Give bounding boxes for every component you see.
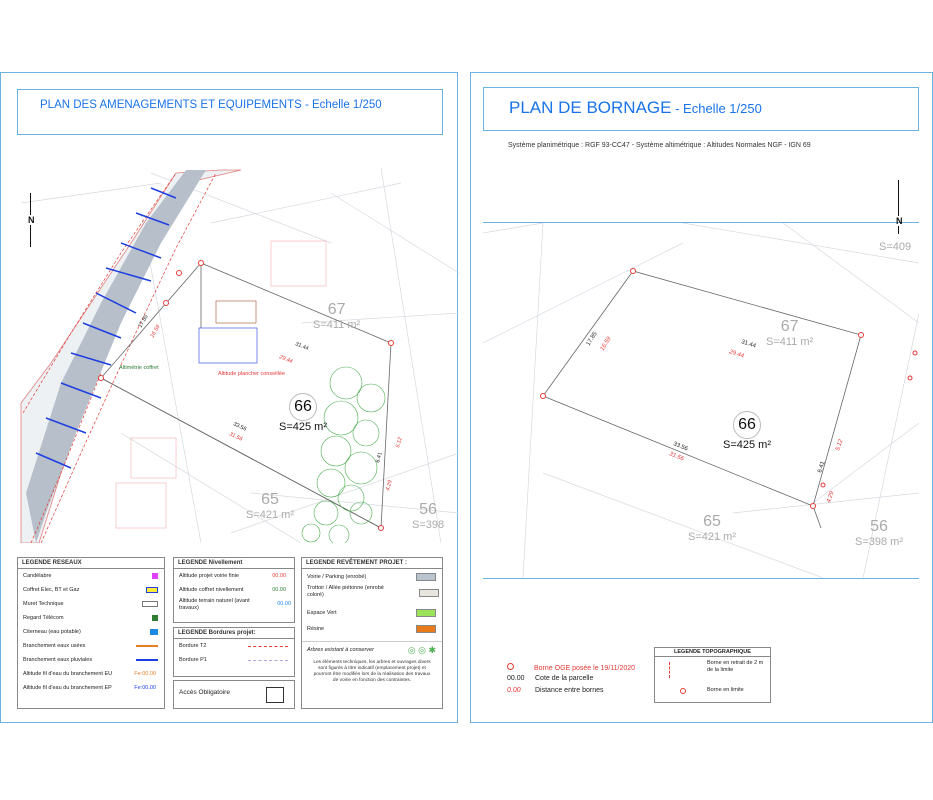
north-arrow-icon: N xyxy=(896,180,903,234)
legend-item: Regard Télécom xyxy=(18,611,164,625)
legend-item: Trottoir / Allée piétonne (enrobé coloré) xyxy=(302,585,397,605)
legend-revetement: LEGENDE REVÊTEMENT PROJET : Voirie / Parking (enrobé) Trottoir / Allée piétonne (enrobé coloré) Espace Vert Résine Arbres existant à conserver ◎ ◎ ✱ Les éléments techniques, les arbres et ouvrages divers sont figurés à titre indicatif (emplacement projet) et pourront être modifiés lors de la réalisation des travaux de voirie en fonction des contraintes. xyxy=(301,557,443,709)
legend-item: Résine xyxy=(302,621,442,637)
legend-item: Muret Technique xyxy=(18,597,164,611)
parcel-neighbour-label: S=409 xyxy=(879,241,912,253)
left-map-canvas xyxy=(1,73,459,543)
dim-label: 33.56 xyxy=(672,441,689,453)
legend-item: Citerneau (eau potable) xyxy=(18,625,164,639)
legend-item: Altitude projet voirie finie 00.00 xyxy=(179,573,286,579)
legend-item: Coffret Elec, BT et Gaz xyxy=(18,583,164,597)
legend-item: Bordure T2 xyxy=(174,639,294,653)
legend-reseaux: LEGENDE RESEAUX Candélabre Coffret Elec, BT et Gaz Muret Technique Regard Télécom Citerneau (eau potable) Branchement eaux usées Branchement eaux pluviales Altitude fil d'eau du branchement EU Fe:00.00 Altitude fil d'eau du branchement EP Fe:00.00 xyxy=(17,557,165,709)
dim-label: 31.56 xyxy=(228,431,244,443)
dim-label: 17.85 xyxy=(137,314,150,329)
regard-symbol-icon xyxy=(152,615,158,621)
dim-label: 5.12 xyxy=(835,438,845,452)
technical-info-boxes xyxy=(116,241,326,528)
bornage-plan-sheet: PLAN DE BORNAGE - Echelle 1/250 Système planimétrique : RGF 93-CC47 - Système altimétrique : Altitudes Normales NGF - IGN 69 31.44 29.44 33.56 31.56 17.85 16.59 5.12 4.29 6.41 67 S=411 m² 66 S=425 m² 65 S=421 m² 56 S=398 m² S=409 N Borne OGE posée le 19/11/2020 00.00 Cote de la parcelle 0.00 Distance entre bornes LEGENDE TOPOGRAPHIQUE Borne en retrait de 2 m de la limite Borne en limite xyxy=(470,72,933,723)
left-plan-title: PLAN DES AMENAGEMENTS ET EQUIPEMENTS - Echelle 1/250 xyxy=(40,99,382,111)
legend-item: Altitude coffret nivellement 00.00 xyxy=(179,587,286,593)
legend-item: Branchement eaux pluviales xyxy=(18,653,164,667)
dim-label: 4.29 xyxy=(826,490,836,504)
legend-item: Altitude fil d'eau du branchement EU Fe:00.00 xyxy=(23,671,156,677)
parcel-56-label: 56 S=398 xyxy=(412,501,445,531)
eu-symbol-icon xyxy=(136,643,158,647)
dim-label: 17.85 xyxy=(585,331,599,348)
parcel-65-label: 65 S=421 m² xyxy=(688,513,736,543)
legend-topographique: LEGENDE TOPOGRAPHIQUE Borne en retrait de 2 m de la limite Borne en limite xyxy=(654,647,771,703)
dim-label: 6.41 xyxy=(375,451,384,464)
dim-label: 16.59 xyxy=(149,324,162,339)
trottoir-swatch-icon xyxy=(419,589,439,597)
legend-item: Altitude terrain naturel (avant travaux) 00.00 xyxy=(179,598,291,611)
muret-symbol-icon xyxy=(142,601,158,607)
acces-symbol-icon xyxy=(266,687,284,703)
parcel-67-label: 67 S=411 m² xyxy=(313,301,361,331)
dim-label: 31.56 xyxy=(668,451,685,463)
legend-item: Altitude fil d'eau du branchement EP Fe:00.00 xyxy=(23,685,156,691)
ep-symbol-icon xyxy=(136,657,158,661)
resine-swatch-icon xyxy=(416,625,436,633)
dim-label: 29.44 xyxy=(278,354,294,366)
right-title-box xyxy=(483,87,919,131)
candelabre-symbol-icon xyxy=(152,573,158,579)
borne-limite-icon xyxy=(680,688,686,694)
right-plan-title: PLAN DE BORNAGE - Echelle 1/250 xyxy=(509,98,762,117)
tree-symbol-icon: ◎ ◎ ✱ xyxy=(407,645,436,655)
borne-retrait-icon xyxy=(669,662,686,678)
citerneau-symbol-icon xyxy=(150,629,158,635)
coffret-annotation: Altimétrie coffret xyxy=(119,365,159,371)
coordinate-system-text: Système planimétrique : RGF 93-CC47 - Système altimétrique : Altitudes Normales NGF - IGN 69 xyxy=(508,142,811,149)
legend-nivellement: LEGENDE Nivellement Altitude projet voirie finie 00.00 Altitude coffret nivellement 00.00 Altitude terrain naturel (avant travaux) 00.00 xyxy=(173,557,295,623)
parcel-66-label: 66 S=425 m² xyxy=(723,411,771,451)
revetement-note: Les éléments techniques, les arbres et ouvrages divers sont figurés à titre indicatif (emplacement projet) et pourront être modifiés lors de la réalisation des travaux de voirie en fonction des contraintes. xyxy=(313,660,431,683)
dim-label: 6.41 xyxy=(817,460,827,474)
bordure-t2-symbol-icon xyxy=(248,646,288,647)
legend-bordures: LEGENDE Bordures projet: Bordure T2 Bordure P1 xyxy=(173,627,295,677)
legend-item: Arbres existant à conserver ◎ ◎ ✱ xyxy=(302,641,442,658)
parcel-66-label: 66 S=425 m² xyxy=(279,393,327,433)
right-map-frame xyxy=(483,222,919,579)
legend-item: Espace Vert xyxy=(302,605,442,621)
coffret-symbol-icon xyxy=(146,587,158,593)
dim-label: 29.44 xyxy=(728,349,745,360)
legend-item: Bordure P1 xyxy=(174,653,294,667)
dim-label: 33.56 xyxy=(232,421,248,433)
legend-item: Voirie / Parking (enrobé) xyxy=(302,569,442,585)
dim-label: 5.12 xyxy=(395,436,404,449)
parcel-65-label: 65 S=421 m² xyxy=(246,491,294,521)
dim-label: 31.44 xyxy=(740,339,757,350)
parcel-66-boundary-right xyxy=(543,271,861,506)
legend-acces: Accès Obligatoire xyxy=(173,680,295,709)
dim-label: 31.44 xyxy=(294,341,310,353)
legend-item: Branchement eaux usées xyxy=(18,639,164,653)
legend-item: Candélabre xyxy=(18,569,164,583)
espace-vert-swatch-icon xyxy=(416,609,436,617)
north-arrow-icon: N xyxy=(28,193,35,247)
dim-label: 4.29 xyxy=(385,479,394,492)
voirie-swatch-icon xyxy=(416,573,436,581)
bordure-p1-symbol-icon xyxy=(248,660,288,661)
plancher-annotation: Altitude plancher conseillée xyxy=(218,371,285,377)
parcel-67-label: 67 S=411 m² xyxy=(766,318,814,348)
amenagements-plan-sheet xyxy=(0,72,458,723)
parcel-56-label: 56 S=398 m² xyxy=(855,518,903,548)
dim-label: 16.59 xyxy=(599,336,613,353)
borne-oge-icon xyxy=(507,663,514,670)
